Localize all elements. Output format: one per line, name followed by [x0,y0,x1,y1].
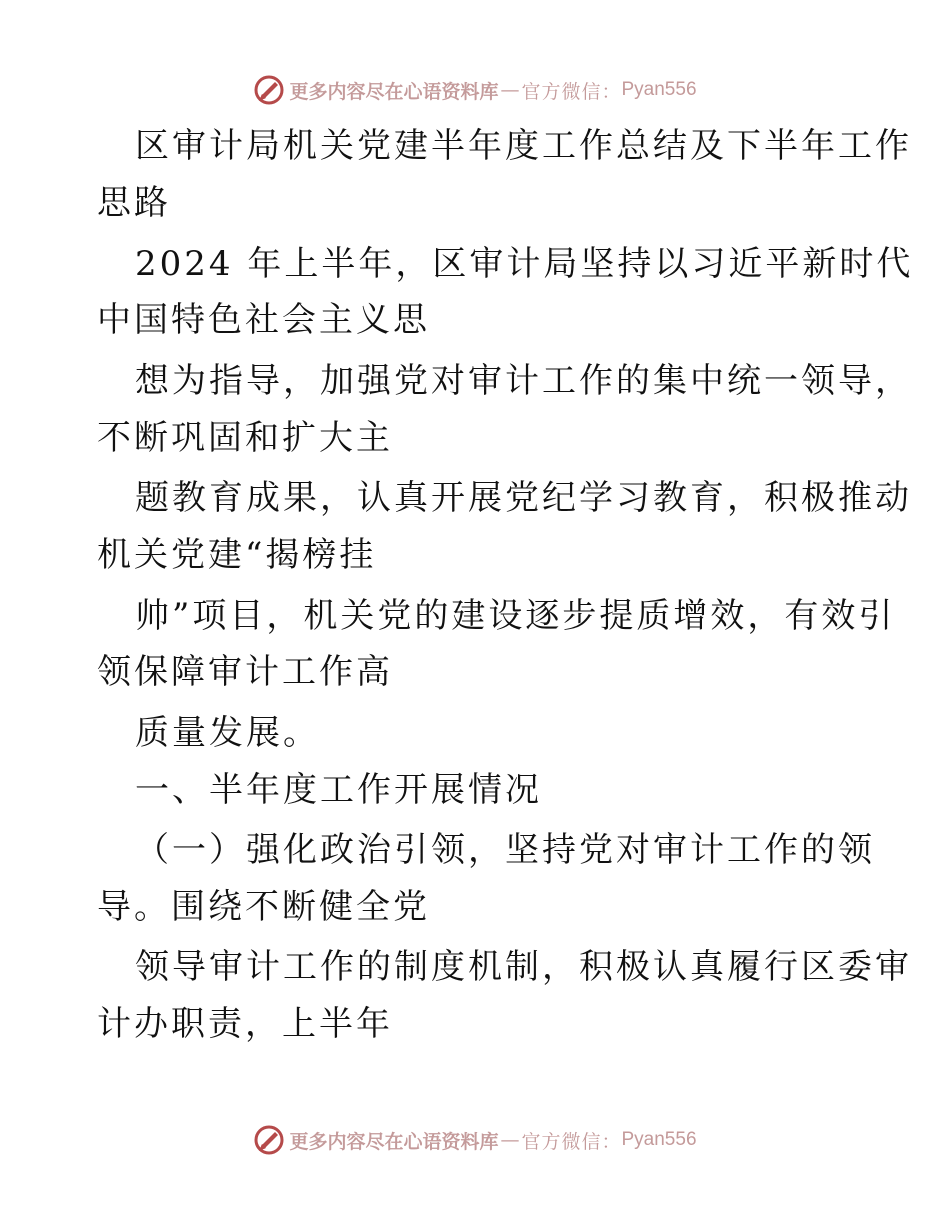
paragraph-line: 机关党建“揭榜挂 [97,535,377,575]
watermark-wechat-label: 官方微信： [521,80,622,103]
paragraph-line: 题教育成果，认真开展党纪学习教育，积极推动 [135,478,912,518]
watermark-wechat-label: 官方微信： [521,1130,622,1153]
header-watermark [0,70,950,110]
paragraph-line: 领导审计工作的制度机制，积极认真履行区委审 [135,947,912,987]
footer-watermark [0,1120,950,1160]
watermark-separator: — [500,79,520,101]
paragraph-line: 质量发展。 [135,713,320,753]
watermark-text: 更多内容尽在心语资料库 [289,80,499,103]
paragraph-line: 导。围绕不断健全党 [97,887,430,927]
paragraph-line: 计办职责，上半年 [97,1004,393,1044]
paragraph-line: 帅”项目，机关党的建设逐步提质增效，有效引 [135,596,896,636]
paragraph-line: 领保障审计工作高 [97,652,393,692]
watermark-text: 更多内容尽在心语资料库 [289,1130,499,1153]
logo-icon [253,1124,285,1156]
doc-title-line-2: 思路 [97,183,171,223]
paragraph-line: 不断巩固和扩大主 [97,418,393,458]
doc-title-line-1: 区审计局机关党建半年度工作总结及下半年工作 [135,126,912,166]
paragraph-line: 2024 年上半年，区审计局坚持以习近平新时代 [135,244,914,284]
watermark-wechat-id: Pyan556 [621,79,697,100]
watermark-wechat-id: Pyan556 [621,1129,697,1150]
logo-icon [253,74,285,106]
watermark-separator: — [500,1129,520,1151]
paragraph-line: 中国特色社会主义思 [97,300,430,340]
section-heading: 一、半年度工作开展情况 [135,770,542,810]
paragraph-line: 想为指导，加强党对审计工作的集中统一领导， [135,361,912,401]
subsection-heading: （一）强化政治引领，坚持党对审计工作的领 [135,830,875,870]
